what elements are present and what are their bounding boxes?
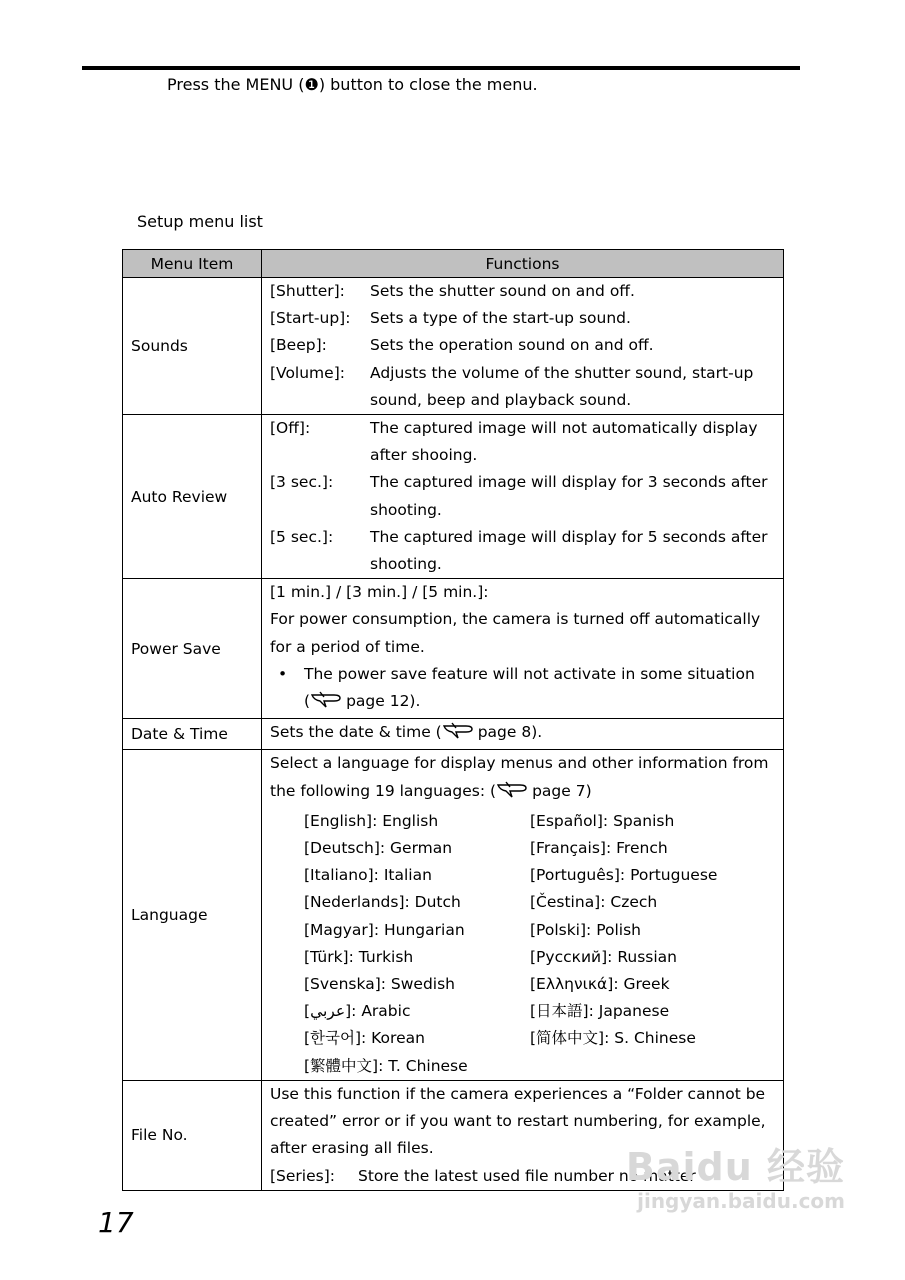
menu-item-auto-review: Auto Review (123, 415, 262, 579)
option-row: [Series]: Store the latest used file number no matter (270, 1166, 696, 1185)
header-functions: Functions (262, 250, 784, 278)
power-save-options: [1 min.] / [3 min.] / [5 min.]: (270, 583, 489, 602)
table-row-auto-review (123, 415, 784, 579)
functions-date-time: Sets the date & time ( page 8). (262, 719, 784, 750)
page-reference-icon (310, 691, 346, 718)
option-row: [3 sec.]: The captured image will display for 3 seconds after shooting. (270, 473, 768, 519)
language-item: [简体中文]: S. Chinese (530, 1029, 696, 1048)
menu-item-power-save: Power Save (123, 579, 262, 719)
language-item: [Deutsch]: German (304, 839, 453, 858)
table-row-date-time (123, 719, 784, 750)
functions-language (262, 750, 784, 1080)
page-reference-icon (442, 722, 478, 749)
page-number: 17 (98, 1206, 134, 1239)
watermark-url: jingyan.baidu.com (637, 1189, 845, 1213)
language-item: [Čestina]: Czech (530, 893, 658, 912)
language-item: [Italiano]: Italian (304, 866, 432, 885)
functions-power-save (262, 579, 784, 719)
menu-item-language: Language (123, 750, 262, 1080)
language-item: [繁體中文]: T. Chinese (304, 1056, 468, 1075)
watermark (626, 1145, 845, 1213)
power-save-note: • The power save feature will not activate in some situation ( page 12). (270, 661, 777, 718)
language-item: [Magyar]: Hungarian (304, 920, 465, 939)
option-row: [Volume]: Adjusts the volume of the shutter sound, start-up sound, beep and playback sound. (270, 363, 754, 409)
table-caption: Setup menu list (137, 212, 263, 231)
language-item: [Русский]: Russian (530, 947, 677, 966)
language-item: [Svenska]: Swedish (304, 975, 455, 994)
table-row-sounds (123, 278, 784, 415)
language-intro: Select a language for display menus and other information from the following 19 languages: ( page 7) (270, 750, 777, 807)
menu-item-file-no: File No. (123, 1080, 262, 1190)
close-menu-instruction (167, 74, 538, 96)
language-item: [Português]: Portuguese (530, 866, 718, 885)
language-item: [Français]: French (530, 839, 668, 858)
watermark-logo: Baidu 经验 (625, 1145, 845, 1189)
functions-sounds (262, 278, 784, 415)
file-no-description: Use this function if the camera experiences a “Folder cannot be created” error or if you want to restart numbering, for example, after erasing all files. (270, 1084, 766, 1158)
intro-text-before: Press the MENU ( (167, 75, 305, 94)
functions-auto-review (262, 415, 784, 579)
menu-item-date-time: Date & Time (123, 719, 262, 750)
table-header-row (123, 250, 784, 278)
language-item: [Ελληνικά]: Greek (530, 975, 670, 994)
top-rule (82, 66, 800, 70)
intro-text-after: ) button to close the menu. (318, 75, 538, 94)
option-row: [Shutter]: Sets the shutter sound on and off. (270, 282, 635, 300)
language-item: [عربي]: Arabic (304, 1002, 411, 1021)
menu-item-sounds: Sounds (123, 278, 262, 415)
language-item: [Español]: Spanish (530, 811, 675, 830)
option-row: [Off]: The captured image will not automatically display after shooing. (270, 419, 758, 465)
table-row-power-save (123, 579, 784, 719)
language-item: [日本語]: Japanese (530, 1002, 670, 1021)
option-row: [Start-up]: Sets a type of the start-up sound. (270, 309, 631, 328)
option-row: [Beep]: Sets the operation sound on and off. (270, 336, 654, 355)
menu-button-symbol: ❶ (304, 75, 319, 94)
table-row-language (123, 750, 784, 1080)
header-menu-item: Menu Item (123, 250, 262, 278)
language-item: [한국어]: Korean (304, 1029, 425, 1048)
language-item: [Nederlands]: Dutch (304, 893, 461, 912)
option-row: [5 sec.]: The captured image will display for 5 seconds after shooting. (270, 527, 768, 574)
setup-menu-table (122, 249, 784, 1191)
language-item: [Türk]: Turkish (304, 947, 414, 966)
language-list (270, 808, 777, 1080)
page-reference-icon (496, 781, 532, 808)
language-item: [Polski]: Polish (530, 920, 641, 939)
power-save-description: For power consumption, the camera is turned off automatically for a period of time. (270, 610, 761, 656)
language-item: [English]: English (304, 811, 439, 830)
